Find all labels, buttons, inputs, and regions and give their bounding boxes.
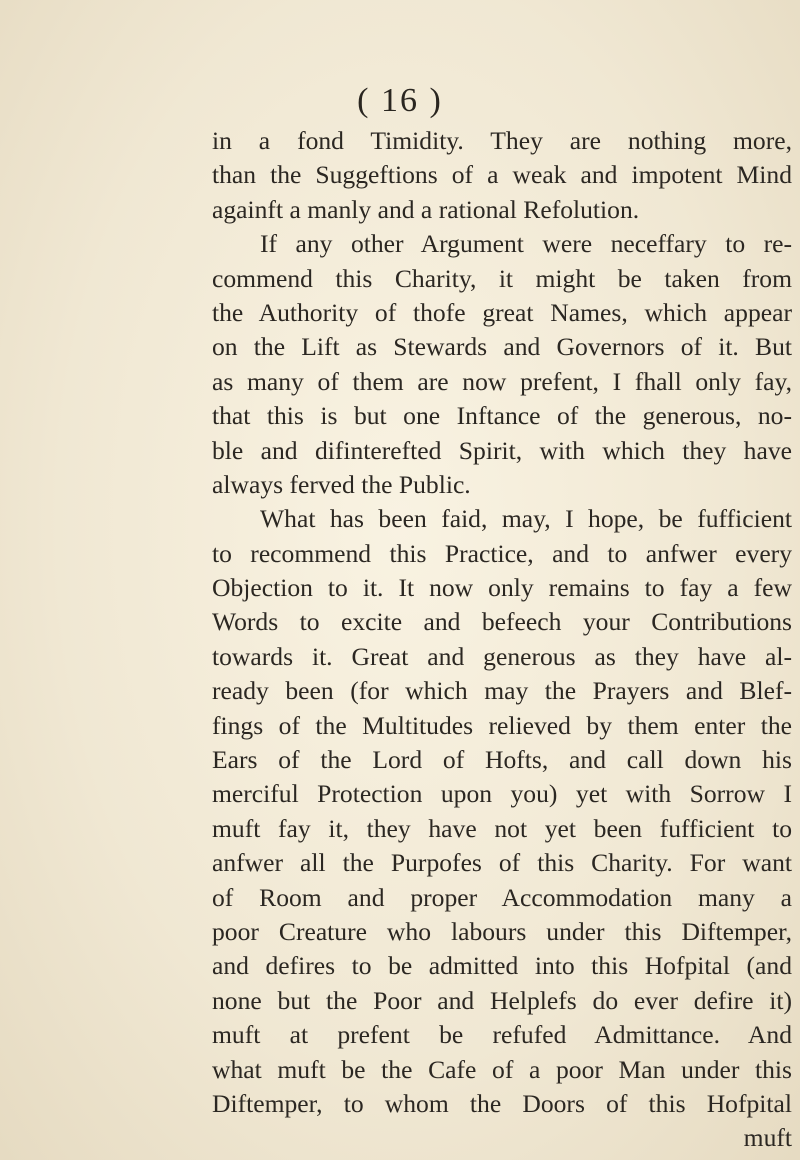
text-line: on the Lift as Stewards and Governors of it. But [212,332,792,362]
text-line: to recommend this Practice, and to anfwer every [212,538,792,568]
body-text [212,124,792,1156]
text-line: If any other Argument were neceffary to re- [260,229,792,259]
text-line: ble and difinterefted Spirit, with which they have [212,435,792,465]
text-line: in a fond Timidity. They are nothing more, [212,126,792,155]
text-line: as many of them are now prefent, I fhall only fay, [212,366,792,396]
text-line: What has been faid, may, I hope, be fufficient [260,504,792,534]
catchword: muft [743,1123,792,1153]
text-line: none but the Poor and Helplefs do ever defire it) [212,985,792,1015]
text-line: poor Creature who labours under this Diftemper, [212,916,792,946]
text-line: againft a manly and a rational Refolution. [212,194,640,224]
text-line: always ferved the Public. [212,469,471,499]
text-line: anfwer all the Purpofes of this Charity. For want [212,848,792,878]
text-line: towards it. Great and generous as they have al- [212,641,792,671]
text-line: fings of the Multitudes relieved by them enter the [212,710,792,740]
text-line: Words to excite and befeech your Contributions [212,607,792,637]
text-line: than the Suggeftions of a weak and impotent Mind [212,160,792,190]
page-number: ( 16 ) [357,82,443,119]
text-line: commend this Charity, it might be taken from [212,263,792,293]
text-line: the Authority of thofe great Names, which appear [212,297,792,327]
text-line: muft fay it, they have not yet been fufficient to [212,813,792,843]
text-line: ready been (for which may the Prayers and Blef- [212,676,792,706]
text-line: Objection to it. It now only remains to fay a few [212,573,792,603]
text-line: and defires to be admitted into this Hofpital (and [212,951,792,981]
text-line: Diftemper, to whom the Doors of this Hofpital [212,1088,792,1118]
text-line: what muft be the Cafe of a poor Man under this [212,1054,792,1084]
text-line: muft at prefent be refufed Admittance. And [212,1020,792,1050]
text-line: of Room and proper Accommodation many a [212,882,792,912]
text-line: Ears of the Lord of Hofts, and call down his [212,745,792,775]
text-line: merciful Protection upon you) yet with Sorrow I [212,779,792,809]
text-line: that this is but one Inftance of the generous, no- [212,401,792,431]
